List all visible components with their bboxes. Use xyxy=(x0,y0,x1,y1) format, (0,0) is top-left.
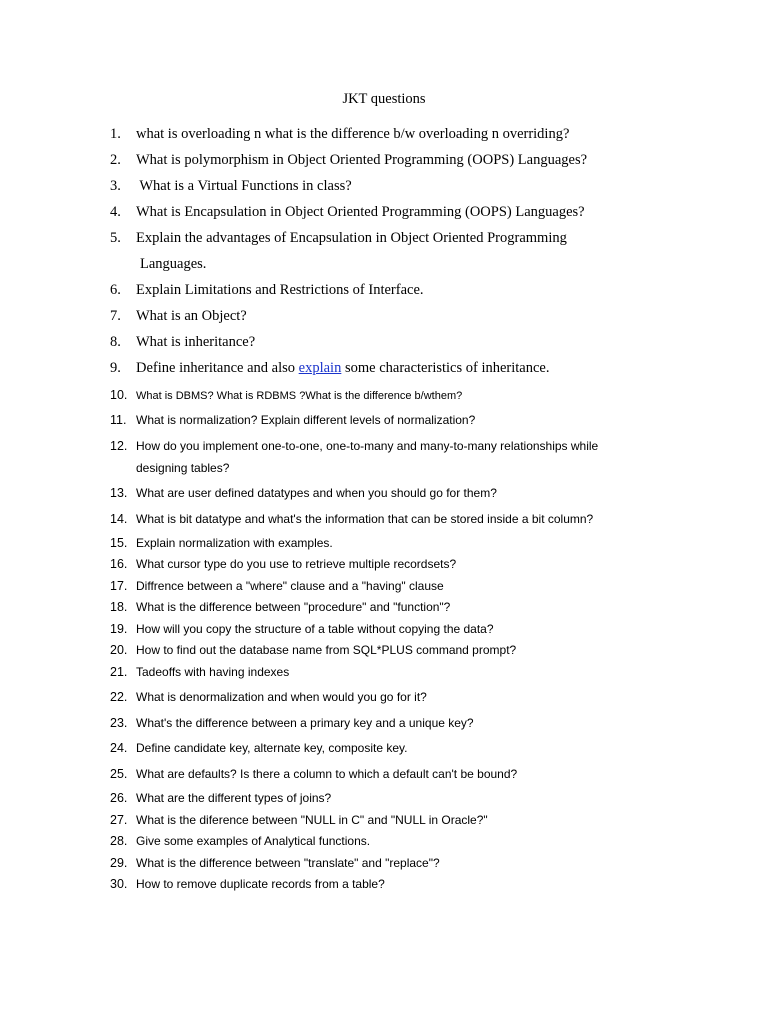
question-item xyxy=(110,715,474,731)
question-number: 21. xyxy=(110,665,128,679)
question-number: 6. xyxy=(110,282,121,298)
question-number: 28. xyxy=(110,834,128,848)
question-text: Explain Limitations and Restrictions of Interface. xyxy=(136,282,424,298)
question-item xyxy=(110,812,488,828)
question-text: What's the difference between a primary key and a unique key? xyxy=(136,716,474,730)
question-text: What is denormalization and when would you go for it? xyxy=(136,690,427,704)
question-text: Tadeoffs with having indexes xyxy=(136,665,290,679)
question-text: Define candidate key, alternate key, composite key. xyxy=(136,741,408,755)
question-text: what is overloading n what is the difference b/w overloading n overriding? xyxy=(136,126,570,142)
question-item xyxy=(110,333,255,351)
question-text: Diffrence between a "where" clause and a "having" clause xyxy=(136,579,444,593)
question-number: 14. xyxy=(110,512,128,526)
question-item xyxy=(110,177,352,195)
question-number: 5. xyxy=(110,230,121,246)
question-item xyxy=(110,689,427,705)
question-text: How do you implement one-to-one, one-to-many and many-to-many relationships while xyxy=(136,439,599,453)
question-text: How to remove duplicate records from a table? xyxy=(136,877,385,891)
question-number: 13. xyxy=(110,486,128,500)
question-number: 17. xyxy=(110,579,128,593)
question-item xyxy=(110,281,424,299)
page-title: JKT questions xyxy=(342,91,426,107)
question-text: Explain the advantages of Encapsulation in Object Oriented Programming xyxy=(136,230,567,246)
question-item xyxy=(110,740,407,756)
question-number: 27. xyxy=(110,813,128,827)
question-item xyxy=(110,511,593,527)
question-item xyxy=(110,876,385,892)
question-number: 7. xyxy=(110,308,121,324)
explain-link[interactable]: explain xyxy=(298,360,342,376)
question-number: 25. xyxy=(110,767,128,781)
question-number: 26. xyxy=(110,791,128,805)
question-item xyxy=(110,125,569,143)
question-number: 23. xyxy=(110,716,128,730)
question-text: What are defaults? Is there a column to which a default can't be bound? xyxy=(136,767,518,781)
question-number: 24. xyxy=(110,741,128,755)
question-text: What are the different types of joins? xyxy=(136,791,332,805)
question-item xyxy=(110,359,549,377)
question-text: What is inheritance? xyxy=(136,334,256,350)
question-item xyxy=(110,387,462,404)
question-text-before-link: Define inheritance and also xyxy=(136,360,299,376)
question-number: 22. xyxy=(110,690,128,704)
question-item xyxy=(110,535,333,551)
question-text: How to find out the database name from SQL*PLUS command prompt? xyxy=(136,643,517,657)
question-number: 1. xyxy=(110,126,121,142)
question-number: 20. xyxy=(110,643,128,657)
question-item xyxy=(110,621,494,637)
question-text: What is the difference between "translate" and "replace"? xyxy=(136,856,440,870)
question-number: 9. xyxy=(110,360,121,376)
question-item xyxy=(110,485,497,501)
question-text: What is an Object? xyxy=(136,308,247,324)
question-item xyxy=(110,412,475,428)
question-item xyxy=(110,578,444,594)
question-text: What is bit datatype and what's the information that can be stored inside a bit column? xyxy=(136,512,594,526)
question-item xyxy=(110,790,331,806)
question-item xyxy=(110,307,247,325)
question-text: What is Encapsulation in Object Oriented Programming (OOPS) Languages? xyxy=(136,204,585,220)
question-number: 30. xyxy=(110,877,128,891)
question-number: 4. xyxy=(110,204,121,220)
question-item xyxy=(110,151,587,169)
question-text: What is the difference between "procedure" and "function"? xyxy=(136,600,451,614)
question-item xyxy=(110,664,289,680)
question-number: 8. xyxy=(110,334,121,350)
question-item xyxy=(110,229,567,247)
question-text: What is polymorphism in Object Oriented Programming (OOPS) Languages? xyxy=(136,152,588,168)
question-text: What are user defined datatypes and when you should go for them? xyxy=(136,486,497,500)
question-text-continuation: designing tables? xyxy=(136,461,230,475)
question-item xyxy=(110,855,440,871)
question-number: 10. xyxy=(110,388,128,402)
question-item xyxy=(110,766,517,782)
question-text: What cursor type do you use to retrieve multiple recordsets? xyxy=(136,557,457,571)
question-item xyxy=(110,642,516,658)
question-text: What is DBMS? What is RDBMS ?What is the difference b/wthem? xyxy=(136,390,463,402)
question-number: 18. xyxy=(110,600,128,614)
question-text: How will you copy the structure of a table without copying the data? xyxy=(136,622,494,636)
question-item xyxy=(110,438,598,454)
question-text: Explain normalization with examples. xyxy=(136,536,333,550)
question-item xyxy=(110,833,370,849)
question-text: What is a Virtual Functions in class? xyxy=(136,178,352,194)
question-number: 29. xyxy=(110,856,128,870)
question-number: 19. xyxy=(110,622,128,636)
question-text-after-link: some characteristics of inheritance. xyxy=(341,360,550,376)
question-text: What is the diference between "NULL in C" and "NULL in Oracle?" xyxy=(136,813,488,827)
question-item xyxy=(110,203,585,221)
question-number: 16. xyxy=(110,557,128,571)
question-text: What is normalization? Explain different levels of normalization? xyxy=(136,413,476,427)
question-number: 15. xyxy=(110,536,128,550)
question-text-continuation: Languages. xyxy=(140,256,207,272)
question-number: 12. xyxy=(110,439,128,453)
question-number: 3. xyxy=(110,178,121,194)
question-number: 2. xyxy=(110,152,121,168)
question-item xyxy=(110,599,450,615)
question-text: Give some examples of Analytical functions. xyxy=(136,834,371,848)
question-number: 11. xyxy=(110,413,127,427)
question-item xyxy=(110,556,456,572)
